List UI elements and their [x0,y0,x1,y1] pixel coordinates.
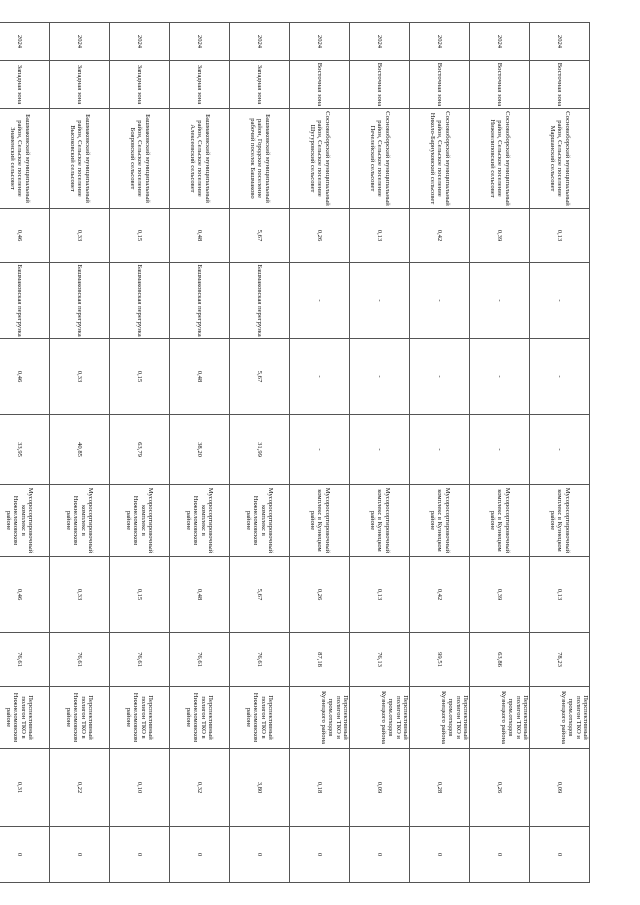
cell-object: Мусоросортировочный комплекс в Кузнецком районе [470,485,530,557]
cell-object: Мусоросортировочный комплекс в Нижнеломовском районе [170,485,230,557]
cell-facility-capacity: - [530,339,590,415]
cell-route: Перспективный полигон ТКО в Нижнеломовском районе [110,687,170,749]
cell-route-volume: 3,80 [230,749,290,827]
cell-facility-util: 38,20 [170,415,230,485]
cell-object-volume: 0,33 [50,557,110,633]
cell-volume: 0,15 [110,209,170,263]
cell-volume: 0,48 [170,209,230,263]
cell-distance: 76,13 [350,633,410,687]
cell-object-volume: 0,15 [110,557,170,633]
cell-zone: Западная зона [110,61,170,109]
cell-facility-util: 40,85 [50,415,110,485]
cell-municipality: Сосновоборский муниципальный район, Сельское поселение Шугуровский сельсовет [290,109,350,209]
cell-distance: 76,61 [50,633,110,687]
cell-object: Мусоросортировочный комплекс в Нижнеломовском районе [50,485,110,557]
cell-municipality: Сосновоборский муниципальный район, Сельское поселение Нижнелиповский сельсовет [470,109,530,209]
table-row [530,23,590,883]
rotated-table-container [5,22,590,882]
cell-municipality: Башмаковский муниципальный район, Сельское поселение Знаменский сельсовет [0,109,50,209]
cell-facility: - [530,263,590,339]
cell-route-volume: 0,22 [50,749,110,827]
cell-facility: - [350,263,410,339]
cell-route: Перспективный полигон ТКО и пром.отходов Кузнецкого района [410,687,470,749]
cell-year: 2024 [350,23,410,61]
cell-object-volume: 0,48 [170,557,230,633]
cell-distance: 76,61 [110,633,170,687]
cell-facility: Башмаковская перегрузка [50,263,110,339]
cell-facility: Башмаковская перегрузка [110,263,170,339]
table-row [410,23,470,883]
cell-year: 2024 [170,23,230,61]
cell-distance: 78,23 [530,633,590,687]
cell-zone: Западная зона [0,61,50,109]
cell-volume: 0,13 [350,209,410,263]
cell-route: Перспективный полигон ТКО и пром.отходов Кузнецкого района [350,687,410,749]
cell-distance: 76,61 [230,633,290,687]
cell-route-volume: 0,10 [110,749,170,827]
cell-municipality: Башмаковский муниципальный район, Сельское поселение Алексеевский сельсовет [170,109,230,209]
cell-facility-capacity: 0,46 [0,339,50,415]
cell-facility: - [290,263,350,339]
cell-remainder: 0 [110,827,170,883]
cell-distance: 99,51 [410,633,470,687]
cell-object: Мусоросортировочный комплекс в Нижнеломовском районе [230,485,290,557]
cell-facility-util: - [290,415,350,485]
cell-volume: 0,46 [0,209,50,263]
cell-distance: 87,18 [290,633,350,687]
cell-facility-capacity: 0,15 [110,339,170,415]
cell-zone: Восточная зона [290,61,350,109]
cell-volume: 0,42 [410,209,470,263]
cell-object-volume: 0,42 [410,557,470,633]
table-row [230,23,290,883]
cell-facility-util: - [470,415,530,485]
cell-zone: Восточная зона [470,61,530,109]
cell-remainder: 0 [410,827,470,883]
cell-route: Перспективный полигон ТКО в Нижнеломовском районе [50,687,110,749]
cell-zone: Западная зона [170,61,230,109]
cell-year: 2024 [290,23,350,61]
cell-municipality: Сосновоборский муниципальный район, Сельское поселение Маршанский сельсовет [530,109,590,209]
cell-object: Мусоросортировочный комплекс в Кузнецком районе [290,485,350,557]
cell-route-volume: 0,26 [470,749,530,827]
cell-year: 2024 [0,23,50,61]
cell-zone: Восточная зона [410,61,470,109]
cell-remainder: 0 [530,827,590,883]
cell-facility-util: - [530,415,590,485]
cell-volume: 0,26 [290,209,350,263]
cell-facility-util: - [410,415,470,485]
cell-zone: Восточная зона [530,61,590,109]
cell-distance: 63,86 [470,633,530,687]
table-row [0,23,50,883]
cell-route-volume: 0,09 [530,749,590,827]
cell-route: Перспективный полигон ТКО и пром.отходов Кузнецкого района [530,687,590,749]
cell-facility: Башмаковская перегрузка [0,263,50,339]
table-row [170,23,230,883]
cell-object-volume: 0,13 [530,557,590,633]
cell-municipality: Башмаковский муниципальный район, Сельское поселение Бояровский сельсовет [110,109,170,209]
cell-remainder: 0 [0,827,50,883]
cell-route-volume: 0,32 [170,749,230,827]
cell-year: 2024 [50,23,110,61]
cell-object: Мусоросортировочный комплекс в Кузнецком районе [410,485,470,557]
cell-object-volume: 0,13 [350,557,410,633]
cell-year: 2024 [410,23,470,61]
cell-object: Мусоросортировочный комплекс в Кузнецком районе [530,485,590,557]
cell-route: Перспективный полигон ТКО в Нижнеломовском районе [170,687,230,749]
cell-remainder: 0 [350,827,410,883]
cell-route-volume: 0,18 [290,749,350,827]
cell-facility-capacity: - [470,339,530,415]
cell-facility: - [470,263,530,339]
cell-route-volume: 0,09 [350,749,410,827]
cell-remainder: 0 [470,827,530,883]
cell-route: Перспективный полигон ТКО и пром.отходов Кузнецкого района [290,687,350,749]
cell-year: 2024 [470,23,530,61]
waste-flow-table [0,22,590,883]
cell-facility: - [410,263,470,339]
cell-municipality: Башмаковский муниципальный район, Городское поселение рабочий поселок Башмаково [230,109,290,209]
cell-object-volume: 0,26 [290,557,350,633]
cell-facility-util: 33,95 [0,415,50,485]
cell-object-volume: 0,46 [0,557,50,633]
cell-facility-capacity: - [350,339,410,415]
cell-distance: 76,61 [170,633,230,687]
cell-object-volume: 0,39 [470,557,530,633]
cell-route: Перспективный полигон ТКО в Нижнеломовском районе [230,687,290,749]
cell-object: Мусоросортировочный комплекс в Кузнецком районе [350,485,410,557]
cell-route-volume: 0,31 [0,749,50,827]
cell-route-volume: 0,28 [410,749,470,827]
cell-facility-capacity: - [410,339,470,415]
cell-year: 2024 [530,23,590,61]
cell-route: Перспективный полигон ТКО и пром.отходов Кузнецкого района [470,687,530,749]
cell-remainder: 0 [230,827,290,883]
cell-facility-util: 63,79 [110,415,170,485]
table-body [0,23,590,883]
table-row [110,23,170,883]
cell-facility-capacity: 0,33 [50,339,110,415]
cell-year: 2024 [110,23,170,61]
cell-volume: 0,39 [470,209,530,263]
cell-object: Мусоросортировочный комплекс в Нижнеломовском районе [110,485,170,557]
cell-remainder: 0 [50,827,110,883]
cell-year: 2024 [230,23,290,61]
table-row [290,23,350,883]
cell-facility-util: - [350,415,410,485]
cell-facility-capacity: - [290,339,350,415]
cell-municipality: Сосновоборский муниципальный район, Сельское поселение Печелейский сельсовет [350,109,410,209]
cell-facility: Башмаковская перегрузка [230,263,290,339]
table-row [50,23,110,883]
cell-object-volume: 5,67 [230,557,290,633]
cell-volume: 0,33 [50,209,110,263]
cell-remainder: 0 [290,827,350,883]
cell-facility-util: 31,99 [230,415,290,485]
cell-remainder: 0 [170,827,230,883]
table-row [470,23,530,883]
cell-facility: Башмаковская перегрузка [170,263,230,339]
cell-municipality: Башмаковский муниципальный район, Сельское поселение Высоковский сельсовет [50,109,110,209]
cell-zone: Западная зона [50,61,110,109]
cell-route: Перспективный полигон ТКО в Нижнеломовском районе [0,687,50,749]
cell-zone: Восточная зона [350,61,410,109]
cell-facility-capacity: 0,48 [170,339,230,415]
cell-municipality: Сосновоборский муниципальный район, Сельское поселение Николо-Барнуковский сельсовет [410,109,470,209]
table-row [350,23,410,883]
cell-volume: 5,67 [230,209,290,263]
cell-object: Мусоросортировочный комплекс в Нижнеломовском районе [0,485,50,557]
cell-facility-capacity: 5,67 [230,339,290,415]
cell-zone: Западная зона [230,61,290,109]
cell-volume: 0,13 [530,209,590,263]
cell-distance: 76,61 [0,633,50,687]
